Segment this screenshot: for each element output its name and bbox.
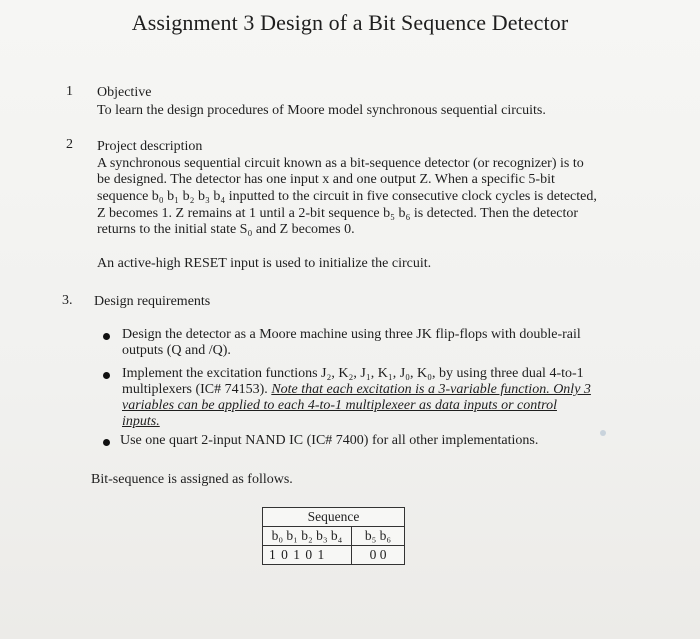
section-2-line-1: A synchronous sequential circuit known as a bit-sequence detector (or recognizer) is to xyxy=(97,156,584,171)
bullet-2-underlined-2: variables can be applied to each 4-to-1 multiplexeer as data inputs or control xyxy=(122,398,557,413)
bullet-icon xyxy=(103,439,110,446)
section-3-number: 3. xyxy=(62,293,73,308)
bullet-2-underlined-3: inputs. xyxy=(122,414,160,429)
bullet-icon xyxy=(103,372,110,379)
table-header: Sequence xyxy=(263,508,405,527)
sequence-table xyxy=(262,507,405,565)
bullet-icon xyxy=(103,333,110,340)
section-2-line-2: be designed. The detector has one input x and one output Z. When a specific 5-bit xyxy=(97,172,555,187)
bullet-2-line-1: Implement the excitation functions J₂, K₂, J₁, K₁, J₀, K₀, by using three dual 4-to-1 xyxy=(122,366,584,381)
section-1-body: To learn the design procedures of Moore model synchronous sequential circuits. xyxy=(97,103,546,118)
section-2-heading: Project description xyxy=(97,139,203,154)
table-col2-label: b₅ b₆ xyxy=(352,527,405,546)
bullet-1-line-1: Design the detector as a Moore machine using three JK flip-flops with double-rail xyxy=(122,327,581,342)
page-title: Assignment 3 Design of a Bit Sequence Detector xyxy=(131,10,569,35)
table-row xyxy=(263,508,405,527)
table-row xyxy=(263,527,405,546)
section-1-heading: Objective xyxy=(97,85,152,100)
bullet-2-line-2-plain: multiplexers (IC# 74153). xyxy=(122,382,272,397)
table-col1-label: b₀ b₁ b₂ b₃ b₄ xyxy=(263,527,352,546)
section-2-number: 2 xyxy=(66,137,73,152)
bullet-1-line-2: outputs (Q and /Q). xyxy=(122,343,231,358)
section-2-line-3: sequence b₀ b₁ b₂ b₃ b₄ inputted to the circuit in five consecutive clock cycles is detected, xyxy=(97,189,597,204)
assignment-text: Bit-sequence is assigned as follows. xyxy=(91,472,293,487)
table-row xyxy=(263,546,405,565)
section-2-line-4: Z becomes 1. Z remains at 1 until a 2-bit sequence b₅ b₆ is detected. Then the detector xyxy=(97,206,579,221)
section-3-heading: Design requirements xyxy=(94,294,211,309)
bullet-3-line-1: Use one quart 2-input NAND IC (IC# 7400) for all other implementations. xyxy=(120,433,539,448)
pencil-mark-icon xyxy=(600,430,606,436)
section-2-line-5: returns to the initial state S₀ and Z becomes 0. xyxy=(97,222,355,237)
bullet-2-underlined-1: Note that each excitation is a 3-variable function. Only 3 xyxy=(271,382,591,397)
bullet-2-line-2 xyxy=(122,382,591,398)
table-col2-value: 0 0 xyxy=(352,546,405,565)
table-col1-value: 1 0 1 0 1 xyxy=(263,546,352,565)
reset-note: An active-high RESET input is used to initialize the circuit. xyxy=(97,256,432,271)
section-1-number: 1 xyxy=(66,84,73,99)
